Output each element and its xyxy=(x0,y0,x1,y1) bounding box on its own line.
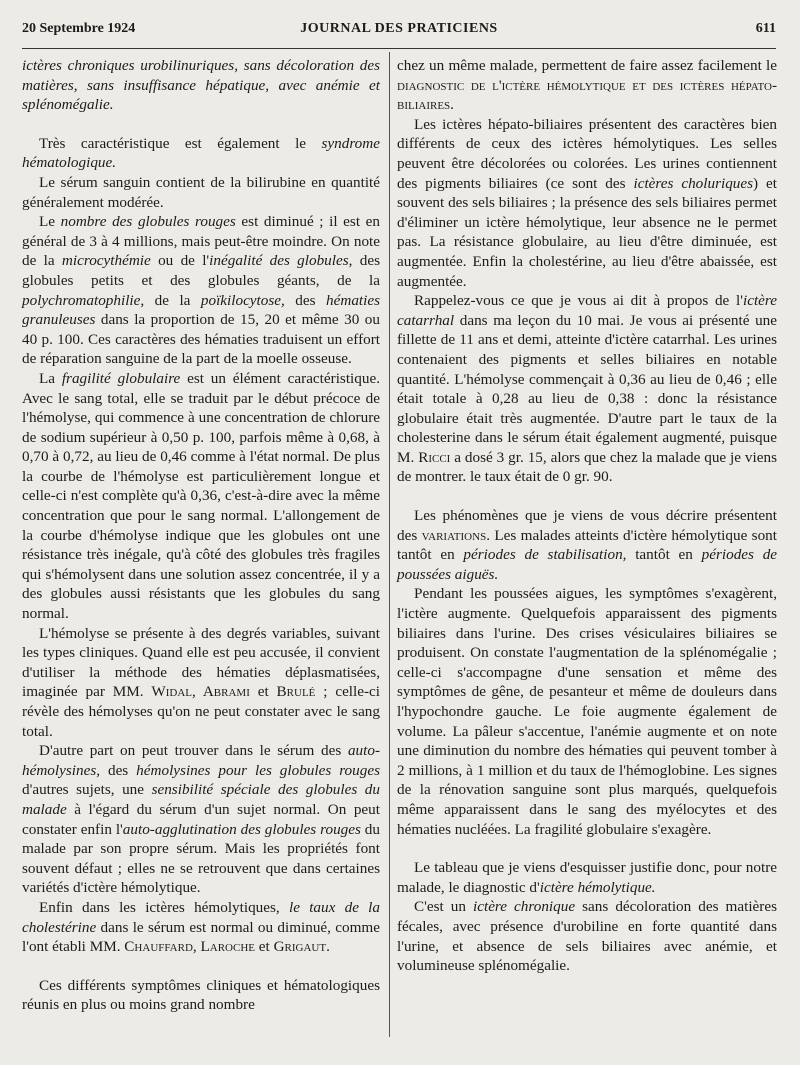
paragraph xyxy=(22,173,380,212)
text: a dosé 3 gr. 15, alors que chez la malade que je viens de montrer. le taux était de 0 gr. 90. xyxy=(397,448,777,486)
text: des xyxy=(100,761,137,779)
author-name: Widal, Abrami xyxy=(151,683,250,701)
text: des xyxy=(284,291,327,309)
paragraph xyxy=(397,291,777,487)
text: est diminué ; il est en général de 3 à 4 millions, mais peut-être moindre. On note de la xyxy=(22,213,380,270)
text: chez un même malade, permettent de faire assez facilement le xyxy=(397,57,777,74)
text: sans décoloration des matières fécales, avec présence d'urobiline en forte quantité dans l'urine, et absence de sels biliaires avec anémie, et volumineuse splénomégalie. xyxy=(397,898,777,975)
italic-text: nombre des globules rouges xyxy=(60,213,236,231)
text: et xyxy=(255,938,274,956)
text: L'hémolyse se présente à des degrés variables, suivant les types cliniques. Quand elle est peu accusée, il convient d'utiliser la méthode des hématies déplasmatisées, imaginée par MM. xyxy=(22,624,380,701)
italic-text: polychromatophilie, xyxy=(22,291,145,309)
italic-text: auto-agglutination des globules rouges xyxy=(122,820,361,838)
italic-text: ictère chronique xyxy=(473,898,576,916)
author-name: Ricci xyxy=(418,448,451,466)
italic-text: auto-hémolysines, xyxy=(22,742,380,779)
text: D'autre part on peut trouver dans le sérum des xyxy=(39,742,348,760)
text: à l'égard du sérum d'un sujet normal. On peut constater enfin l' xyxy=(22,800,380,838)
text: C'est un xyxy=(414,898,474,916)
paragraph xyxy=(22,741,380,898)
paragraph xyxy=(397,115,777,291)
text: Très caractéristique est également le xyxy=(39,134,322,152)
text: Enfin dans les ictères hémolytiques, xyxy=(39,898,289,916)
paragraph xyxy=(22,56,380,115)
paragraph xyxy=(22,212,380,369)
section-heading: variations. xyxy=(421,526,490,544)
italic-text: le taux de la cholestérine xyxy=(22,898,380,936)
right-column xyxy=(397,56,777,976)
paragraph xyxy=(22,624,380,742)
text: ; celle-ci révèle des hémolyses qu'on ne peut constater avec le sang total. xyxy=(22,683,381,740)
italic-text: ictère catarrhal xyxy=(397,292,777,329)
text: est un élément caractéristique. Avec le sang total, elle se traduit par le début précoce de l'hémolyse, qui commence à une concentration de chlorure de sodium supérieur à 0,50 p. 100, parfois même à 0,68, à 0,70 à 0,72, au lieu de 0,46 comme à l'état normal. De plus la courbe de l'hémolyse est particulièrement longue et celle-ci n'est complète qu'à 0,36, c'est-à-dire avec la même concentration que pour le sang normal. L'allongement de la courbe d'hémolyse indique que les globules ont une résistance très inégale, qu'à côté des globules très fragiles qui s'hémolysent dans une solution assez concentrée, il y a des globules aussi résistants que les globules du sang normal. xyxy=(22,369,380,623)
paragraph xyxy=(22,898,380,957)
italic-text: syndrome hématologique. xyxy=(22,134,380,172)
paragraph xyxy=(22,369,380,624)
left-column xyxy=(22,56,380,1015)
text: tantôt en xyxy=(626,546,702,564)
text: La xyxy=(39,369,62,387)
text: du malade par son propre sérum. Mais les propriétés font souvent défaut ; elles ne se retrouvent que dans certaines variétés d'ictère hémolytique. xyxy=(22,820,380,897)
paragraph xyxy=(397,897,777,975)
italic-text: périodes de stabilisation, xyxy=(463,546,627,564)
text: dans ma leçon du 10 mai. Je vous ai présenté une fillette de 11 ans et demi, atteinte d'ictère catarrhal. Les urines contenaient des pigments et selles biliaires en notable quantité. L'hémolyse commençait à 0,36 au lieu de 0,46 ; elle était totale à 0,28 au lieu de 0,38 : donc la résistance globulaire était très augmentée. D'autre part le taux de la cholesterine dans le sérum était également augmenté, puisque M. xyxy=(397,311,777,466)
header-date: 20 Septembre 1924 xyxy=(22,21,136,36)
italic-text: inégalité des globules xyxy=(209,252,349,270)
italic-text: ictères choluriques xyxy=(633,174,754,192)
text: Le tableau que je viens d'esquisser justifie donc, pour notre malade, le diagnostic d' xyxy=(397,859,777,896)
italic-text: poïkilocytose, xyxy=(200,291,285,309)
text: , des globules petits et des globules géants, de la xyxy=(22,252,381,289)
paragraph xyxy=(397,506,777,584)
column-divider xyxy=(389,52,390,1037)
text: dans la proportion de 15, 20 et même 30 ou 40 p. 100. Ces caractères des hématies traduisent un effort de réparation sanguine de la part de la moelle osseuse. xyxy=(22,311,380,368)
text: d'autres sujets, une xyxy=(22,781,152,799)
paragraph xyxy=(397,858,777,897)
text: dans le sérum est normal ou diminué, comme l'ont établi MM. xyxy=(22,918,380,956)
author-name: Brulé xyxy=(276,683,316,701)
text: Les malades atteints d'ictère hémolytique sont tantôt en xyxy=(397,526,777,564)
italic-text: périodes de poussées aiguës. xyxy=(397,546,778,583)
paragraph xyxy=(397,584,777,839)
author-name: Chauffard, Laroche xyxy=(124,938,255,956)
header-journal-title: JOURNAL DES PRATICIENS xyxy=(300,21,498,36)
italic-text: hématies granuleuses xyxy=(22,291,381,329)
text: et xyxy=(249,683,277,701)
paragraph xyxy=(22,976,380,1015)
italic-text: ictère hémolytique. xyxy=(539,878,656,896)
text: Les ictères hépato-biliaires présentent des caractères bien différents de ceux des ictères hémolytiques. Les selles peuvent être décolorées ou colorées. Les urines contiennent des pigments biliaires (ce sont des xyxy=(397,115,777,192)
section-heading: diagnostic de l'ictère hémolytique et des ictères hépato-biliaires. xyxy=(397,76,777,114)
running-header xyxy=(22,18,776,49)
text: ) et souvent des sels biliaires ; la présence des sels biliaires permet d'éliminer un ictère hémolytique, leur absence ne le permet pas. La résistance globulaire, au lieu d'être diminuée, est augmentée. Enfin la cholestérine, au lieu d'être abaissée, est augmentée. xyxy=(397,174,777,290)
text: Le sérum sanguin contient de la bilirubine en quantité généralement modérée. xyxy=(22,173,380,211)
italic-text: sensibilité spéciale des globules du malade xyxy=(22,781,380,818)
text: Pendant les poussées aigues, les symptômes s'exagèrent, l'ictère augmente. Quelquefois apparaissent des pigments biliaires dans l'urine. Des crises vésiculaires biliaires se produisent. On constate l'augmentation de la splénomégalie ; celle-ci s'accompagne d'une sensation et même des symptômes de gêne, de pesanteur et même de douleurs dans l'hypochondre gauche. Le foie augmente également de volume. La pâleur s'accentue, l'anémie augmente et on note une diminution du nombre des hématies qui peuvent tomber à 2 millions, à 1 million et du taux de l'hémoglobine. Les signes de la rénovation sanguine sont plus marqués, quelquefois même apparaissent dans le sang des myélocytes et des hématies nucléées. La fragilité globulaire s'exagère. xyxy=(397,585,777,838)
italic-text: fragilité globulaire xyxy=(61,369,181,387)
header-page-number: 611 xyxy=(755,21,776,36)
author-name: Grigaut. xyxy=(273,938,330,956)
text: Les phénomènes que je viens de vous décrire présentent des xyxy=(397,507,777,544)
text: Le xyxy=(39,213,61,231)
text: Ces différents symptômes cliniques et hématologiques réunis en plus ou moins grand nombre xyxy=(22,976,380,1014)
italic-text: microcythémie xyxy=(61,252,151,270)
italic-text: ictères chroniques urobilinuriques, sans décoloration des matières, sans insuffisance hépatique, avec anémie et splénomégalie. xyxy=(22,57,380,114)
text: de la xyxy=(144,291,201,309)
italic-text: hémolysines pour les globules rouges xyxy=(136,761,380,779)
text: Rappelez-vous ce que je vous ai dit à propos de l' xyxy=(414,292,743,310)
text: ou de l' xyxy=(150,252,210,270)
paragraph xyxy=(22,134,380,173)
paragraph xyxy=(397,56,777,115)
